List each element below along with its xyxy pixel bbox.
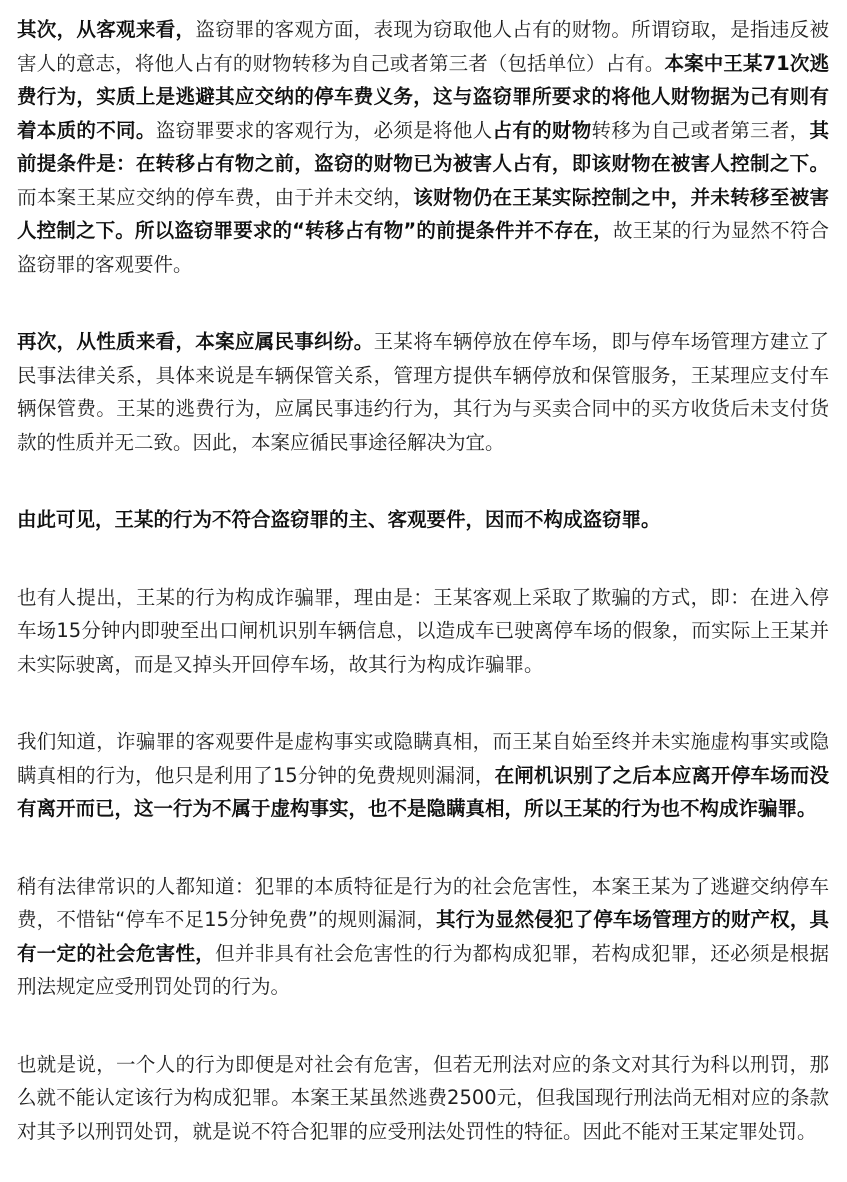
text-segment: 故王某的行为显然不符合盗窃罪的客观要件。 [17, 219, 829, 276]
text-segment: 也有人提出，王某的行为构成诈骗罪，理由是：王某客观上采取了欺骗的方式，即：在进入停车场15分钟内即驶至出口闸机识别车辆信息，以造成车已驶离停车场的假象，而实际上王某并未实际驶离，而是又掉头开回停车场，故其行为构成诈骗罪。 [17, 585, 829, 676]
text-segment: 我们知道，诈骗罪的客观要件是虚构事实或隐瞒真相，而王某自始至终并未实施虚构事实或隐瞒真相的行为，他只是利用了15分钟的免费规则漏洞， [17, 730, 829, 787]
bold-text-segment: 其前提条件是：在转移占有物之前，盗窃的财物已为被害人占有，即该财物在被害人控制之下。 [17, 118, 829, 175]
text-segment: 转移为自己或者第三者， [591, 118, 810, 142]
bold-text-segment: 占有的财物 [492, 118, 592, 142]
paragraph-fraud-argument [17, 581, 829, 682]
bold-text-segment: 在闸机识别了之后本应离开停车场而没有离开而已，这一行为不属于虚构事实，也不是隐瞒真相，所以王某的行为也不构成诈骗罪。 [17, 763, 829, 820]
paragraph-civil-dispute [17, 325, 829, 459]
paragraph-no-criminal-penalty [17, 1048, 829, 1149]
text-segment: 而本案王某应交纳的停车费，由于并未交纳， [17, 185, 414, 209]
text-segment: 也就是说，一个人的行为即便是对社会有危害，但若无刑法对应的条文对其行为科以刑罚，那么就不能认定该行为构成犯罪。本案王某虽然逃费2500元，但我国现行刑法尚无相对应的条款对其予以刑罚处罚，就是说不符合犯罪的应受刑法处罚性的特征。因此不能对王某定罪处罚。 [17, 1052, 829, 1143]
text-segment: 盗窃罪的客观方面，表现为窃取他人占有的财物。所谓窃取，是指违反被害人的意志，将他人占有的财物转移为自己或者第三者（包括单位）占有。 [17, 18, 829, 75]
bold-text-segment: 再次，从性质来看，本案应属民事纠纷。 [17, 330, 374, 353]
text-segment: 盗窃罪要求的客观行为，必须是将他人 [155, 118, 493, 142]
text-segment: 稍有法律常识的人都知道：犯罪的本质特征是行为的社会危害性，本案王某为了逃避交纳停车费，不惜钻“停车不足15分钟免费”的规则漏洞， [17, 874, 829, 931]
bold-text-segment: 其次，从客观来看， [17, 18, 196, 41]
paragraph-objective-aspect [17, 13, 829, 281]
paragraph-social-harm [17, 870, 829, 1004]
bold-text-segment: 该财物仍在王某实际控制之中，并未转移至被害人控制之下。所以盗窃罪要求的“转移占有物”的前提条件并不存在， [17, 185, 829, 242]
bold-text-segment: 由此可见，王某的行为不符合盗窃罪的主、客观要件，因而不构成盗窃罪。 [17, 508, 661, 531]
article-body [17, 13, 829, 1148]
bold-text-segment: 本案中王某71次逃费行为，实质上是逃避其应交纳的停车费义务，这与盗窃罪所要求的将他人财物据为己有则有着本质的不同。 [17, 51, 829, 142]
text-segment: 但并非具有社会危害性的行为都构成犯罪，若构成犯罪，还必须是根据刑法规定应受刑罚处罚的行为。 [17, 941, 829, 998]
paragraph-not-fraud [17, 725, 829, 826]
bold-text-segment: 其行为显然侵犯了停车场管理方的财产权，具有一定的社会危害性， [17, 908, 829, 965]
paragraph-conclusion-not-theft [17, 503, 829, 537]
text-segment: 王某将车辆停放在停车场，即与停车场管理方建立了民事法律关系，具体来说是车辆保管关系，管理方提供车辆停放和保管服务，王某理应支付车辆保管费。王某的逃费行为，应属民事违约行为，其行为与买卖合同中的买方收货后未支付货款的性质并无二致。因此，本案应循民事途径解决为宜。 [17, 330, 829, 454]
